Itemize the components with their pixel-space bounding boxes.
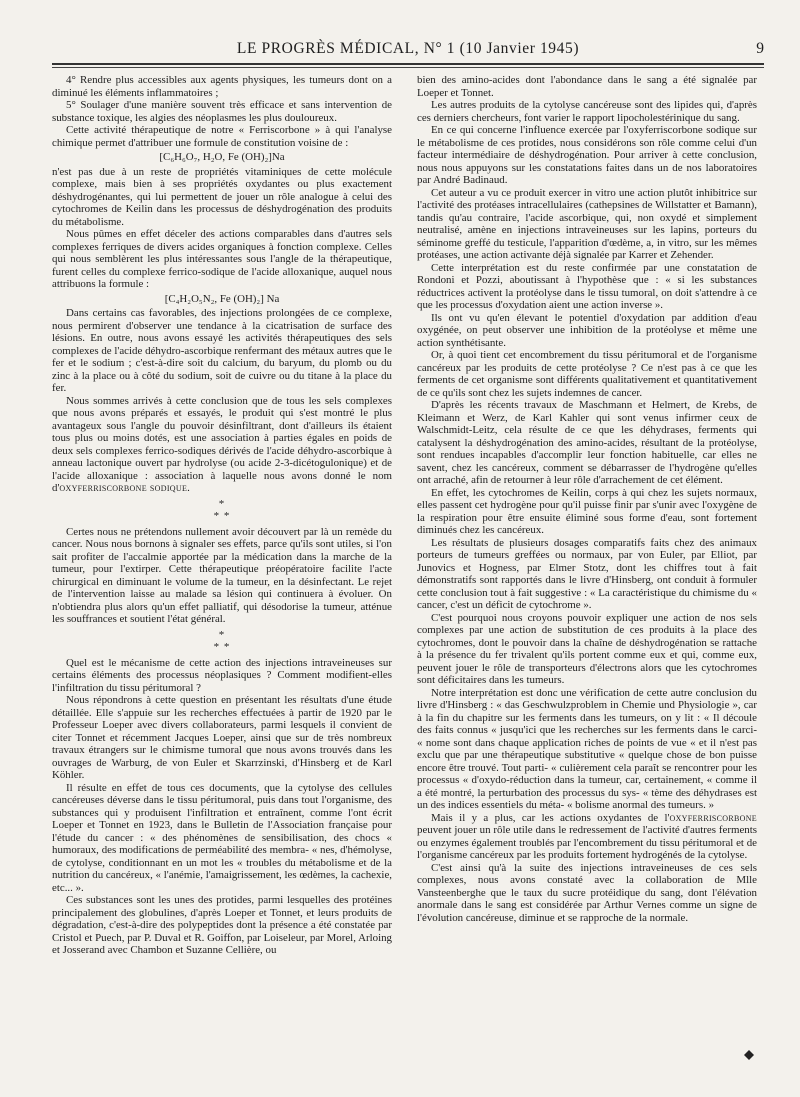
paragraph: En ce qui concerne l'influence exercée par l'oxyferriscorbone sodique sur le métabolisme de ces protides, nous considérons son rôle comme celui d'un facteur intermédiaire de déshydrogénation. Pour arriver à cette conclusion, nous nous appuyons sur les constatations faites dans un de nos laboratoires par André Badinaud. xyxy=(417,124,757,186)
paragraph: Or, à quoi tient cet encombrement du tissu péritumoral et de l'organisme cancéreux par les produits de cette protéolyse ? Ce n'est pas à ce que les ferments de cet organisme sont différents qualitativement et quantitativement de ce qu'ils sont chez les sujets indemnes de cancer. xyxy=(417,349,757,399)
section-separator: * * * xyxy=(213,497,231,522)
section-separator: * * * xyxy=(213,628,231,653)
header-rule-thin xyxy=(52,67,764,68)
paragraph: Les résultats de plusieurs dosages comparatifs faits chez des animaux porteurs de tumeurs greffées ou normaux, par von Euler, par Elliot, par Junovics et Hogness, par Elmer Stotz, dont les chiffres tout à fait démonstratifs sont rapportés dans le livre d'Hinsberg, ont conduit à formuler cette conclusion tout à fait suggestive : « La caractéristique du chimisme du « cancer, c'est un déficit de cytochrome ». xyxy=(417,536,757,611)
paragraph: Ils ont vu qu'en élevant le potentiel d'oxydation par addition d'eau oxygénée, on peut observer une inhibition de la protéolyse et même une action synthétisante. xyxy=(417,311,757,349)
paragraph: bien des amino-acides dont l'abondance dans le sang a été signalée par Loeper et Tonnet. xyxy=(417,74,757,99)
paragraph: n'est pas due à un reste de propriétés vitaminiques de cette molécule complexe, mais bien à ses propriétés oxydantes ou plus exactement déshydrogénantes, qui lui permettent de jouer un rôle analogue à celui des cytochromes de Keilin dans les processus de déshydrogénation des produits du métabolisme. xyxy=(52,165,392,228)
paragraph: En effet, les cytochromes de Keilin, corps à qui chez les sujets normaux, elles passent cet hydrogène pour qu'il puisse finir par s'unir avec l'oxygène de la respiration pour être ensuite éliminé sous forme d'eau, sont fortement diminués chez les cancéreux. xyxy=(417,486,757,536)
paragraph: D'après les récents travaux de Maschmann et Helmert, de Krebs, de Kleimann et Werz, de Karl Kahler qui sont venus infirmer ceux de Walschmidt-Leitz, cela résulte de ce que les déhydrases, ferments qui catalysent la déshydrogénation des amino-acides, résultant de la protéolyse, sont rendues incapables d'accomplir leur fonction habituelle, car elles ne savent, chez les cancéreux, comment se débarrasser de l'hydrogène qu'elles ont arraché, afin de retourner à leur rôle d'arrachement de cet élément. xyxy=(417,399,757,486)
paragraph: 5° Soulager d'une manière souvent très efficace et sans intervention de substance toxique, les algies des néoplasmes les plus douloureux. xyxy=(52,99,392,124)
right-column xyxy=(417,74,757,924)
paragraph: Certes nous ne prétendons nullement avoir découvert par là un remède du cancer. Nous nous bornons à signaler ses effets, parce qu'ils sont utiles, si l'on sait profiter de l'accalmie apportée par la médication dans la marche de la tumeur, pour l'extirper. Cette thérapeutique préopératoire facilite l'acte chirurgical en diminuant le volume de la tumeur, en la désinfectant. Le rejet de l'intervention laisse au malade sa lésion qui continuera à évoluer. On n'obtiendra plus alors qu'un effet palliatif, qui désodorise la tumeur, atténue les souffrances et soutient l'état général. xyxy=(52,525,392,625)
running-header xyxy=(52,40,764,64)
paragraph: Quel est le mécanisme de cette action des injections intraveineuses sur certains éléments des processus néoplasiques ? Comment modifient-elles l'infiltration du tissu péritumoral ? xyxy=(52,656,392,694)
paragraph-text: Nous sommes arrivés à cette conclusion que de tous les sels complexes que nous avons préparés et essayés, le produit qui s'est montré le plus avantageux sous l'angle du pouvoir désinfiltrant, dont d'ailleurs ils étaient tous plus ou moins dotés, est une association à parties égales en poids de deux sels complexes ferrico-sodiques dérivés de l'acide déhydro-ascorbique à anneau lactonique ouvert par hydrolyse (ou acide 2-3-dicétogulonique) et de l'acide alloxanique : association à laquelle nous avons donné le nom d' xyxy=(52,394,392,494)
end-ornament-icon xyxy=(744,1050,754,1060)
paragraph-text: Mais il y a plus, car les actions oxydantes de l' xyxy=(431,811,670,824)
paragraph: Cette interprétation est du reste confirmée par une constatation de Rondoni et Pozzi, aboutissant à l'hypothèse que : « si les substances réductrices activent la protéolyse dans le tissu tumoral, on doit s'attendre à ce que les processus d'oxydation aient une action inverse ». xyxy=(417,261,757,311)
chemical-formula: [C₆H₆O₇, H₂O, Fe (OH)₂]Na xyxy=(159,151,285,163)
paragraph-text: peuvent jouer un rôle utile dans le redressement de l'activité d'autres ferments ou enzymes également troublés par l'encombrement du tissu péritumoral et de l'organisme cancéreux par les produits fortement hydrogénés de la cytolyse. xyxy=(417,824,757,861)
paragraph: Dans certains cas favorables, des injections prolongées de ce complexe, nous permirent d'observer une tendance à la cicatrisation de surface des lésions. En outre, nous avons essayé les activités thérapeutiques des sels complexes de l'acide déhydro-ascorbique renfermant des métaux autres que le fer et le sodium ; c'est-à-dire soit du calcium, du baryum, du plomb ou du zinc à la place ou à côté du sodium, soit de cuivre ou du titane à la place du fer. xyxy=(52,307,392,394)
paragraph: 4° Rendre plus accessibles aux agents physiques, les tumeurs dont on a diminué les éléments inflammatoires ; xyxy=(52,74,392,99)
paragraph: Nous répondrons à cette question en présentant les résultats d'une étude détaillée. Elle s'appuie sur les recherches effectuées à partir de 1920 par le Professeur Loeper avec divers collaborateurs, parmi lesquels il convient de citer Tonnet et récemment Jacques Loeper, ainsi que sur de très nombreux travaux étrangers sur le chimisme tumoral que nous avons trouvés dans les ouvrages de Warburg, de von Euler et Skarrzinski, d'Hinsberg et de Karl Köhler. xyxy=(52,694,392,781)
journal-title: LE PROGRÈS MÉDICAL, N° 1 (10 Janvier 1945) xyxy=(236,40,580,57)
paragraph: Cette activité thérapeutique de notre « Ferriscorbone » à qui l'analyse chimique permet d'attribuer une formule de constitution voisine de : xyxy=(52,124,392,149)
product-name: oxyferriscorbone xyxy=(669,811,757,824)
header-rule xyxy=(52,63,764,65)
paragraph xyxy=(417,812,757,862)
paragraph: Nous sommes arrivés à cette conclusion que de tous les sels complexes que nous avons préparés et essayés, le produit qui s'est montré le plus avantageux sous l'angle du pouvoir désinfiltrant, dont d'ailleurs ils étaient tous plus ou moins dotés, est une association à parties égales en poids de deux sels complexes ferrico-sodiques dérivés de l'acide déhydro-ascorbique à anneau lactonique ouvert par hydrolyse (ou acide 2-3-dicétogulonique) et de l'acide alloxanique : association à laquelle nous avons donné le nom d'oxyferriscorbone sodique. xyxy=(52,394,392,494)
paragraph: Les autres produits de la cytolyse cancéreuse sont des lipides qui, d'après ces derniers chercheurs, font varier le rapport lipocholestérinique du sang. xyxy=(417,99,757,124)
product-name: oxyferriscorbone sodique xyxy=(59,482,188,494)
paragraph: C'est pourquoi nous croyons pouvoir expliquer une action de nos sels complexes par une action de substitution de ces produits à la place des cytochromes, dont le pouvoir dans la chaîne de déshydrogénation se rattache à la présence du fer trivalent qu'ils portent comme eux et qui, comme eux, peuvent jouer le rôle de transporteurs d'électrons alors que les cytochromes sont déficitaires dans les tumeurs. xyxy=(417,611,757,686)
paragraph: Il résulte en effet de tous ces documents, que la cytolyse des cellules cancéreuses déverse dans le tissu péritumoral, puis dans tout l'organisme, des substances qui y produisent l'infiltration et entraînent, comme l'ont écrit Loeper et Tonnet en 1923, dans le Bulletin de l'Association française pour l'étude du cancer : « des phénomènes de sensibilisation, des chocs « humoraux, des modifications de perméabilité des membra- « nes, d'hémolyse, de cytolyse, conditionnant en un mot les « troubles du métabolisme et de la nutrition du cancéreux, « l'anémie, l'amaigrissement, les œdèmes, la cachexie, etc... ». xyxy=(52,781,392,894)
left-column xyxy=(52,74,392,957)
paragraph: Nous pûmes en effet déceler des actions comparables dans d'autres sels complexes ferriques de divers acides organiques à fonction complexe. Celles qui nous semblèrent les plus intéressantes sous l'angle de la thérapeutique, furent celles du complexe ferrico-sodique de l'acide alloxanique, auquel nous attribuons la formule : xyxy=(52,228,392,290)
paragraph: Notre interprétation est donc une vérification de cette autre conclusion du livre d'Hinsberg : « das Geschwulzproblem in Chemie und Physiologie », car à la fin du chapitre sur les ferments dans les tumeurs, on y lit : « Il découle des faits connus « jusqu'ici que les recherches sur les ferments dans le carci- « nome sont dans chaque application riches de points de vue « et il n'est pas exclu que par une thérapeutique substitutive « quelque chose de bon puisse encore être trouvé. Tout parti- « culièrement cela paraît se rencontrer pour les processus « d'oxydo-réduction dans la tumeur, car, certainement, « comme il a été montré, la perturbation des processus du sys- « tème des déhydrases est un des indices essentiels du méta- « bolisme anormal des tumeurs. » xyxy=(417,686,757,811)
chemical-formula: [C₄H₂O₅N₂, Fe (OH)₂] Na xyxy=(164,292,280,305)
paragraph: Ces substances sont les unes des protides, parmi lesquelles des protéines principalement des globulines, d'après Loeper et Tonnet, et leurs produits de dégradation, c'est-à-dire des polypeptides dont la présence a été constatée par Cristol et Puech, par P. Duval et R. Goiffon, par Loiseleur, par Morel, Arloing et Josserand avec Chambon et Suzanne Cellière, ou xyxy=(52,894,392,956)
paragraph: C'est ainsi qu'à la suite des injections intraveineuses de ces sels complexes, nous avons constaté avec la collaboration de Mlle Vansteenberghe que le taux du sucre protéidique du sang, dont l'élévation anormale dans le sang est considérée par Arthur Vernes comme un signe de l'évolution cancéreuse, diminue et se rapproche de la normale. xyxy=(417,861,757,924)
paragraph: Cet auteur a vu ce produit exercer in vitro une action plutôt inhibitrice sur l'activité des protéases intracellulaires (cathepsines de Willstatter et Bamann), tandis qu'au contraire, l'acide ascorbique, qui, non oxydé et simplement neutralisé, amène en injections intraveineuses sur les lapins, porteurs du séminome greffé du testicule, l'apparition d'œdème, a, in vitro, sur les mêmes protéases, une action activante déjà signalée par Karrer et Zehender. xyxy=(417,186,757,261)
page-number: 9 xyxy=(756,40,764,57)
